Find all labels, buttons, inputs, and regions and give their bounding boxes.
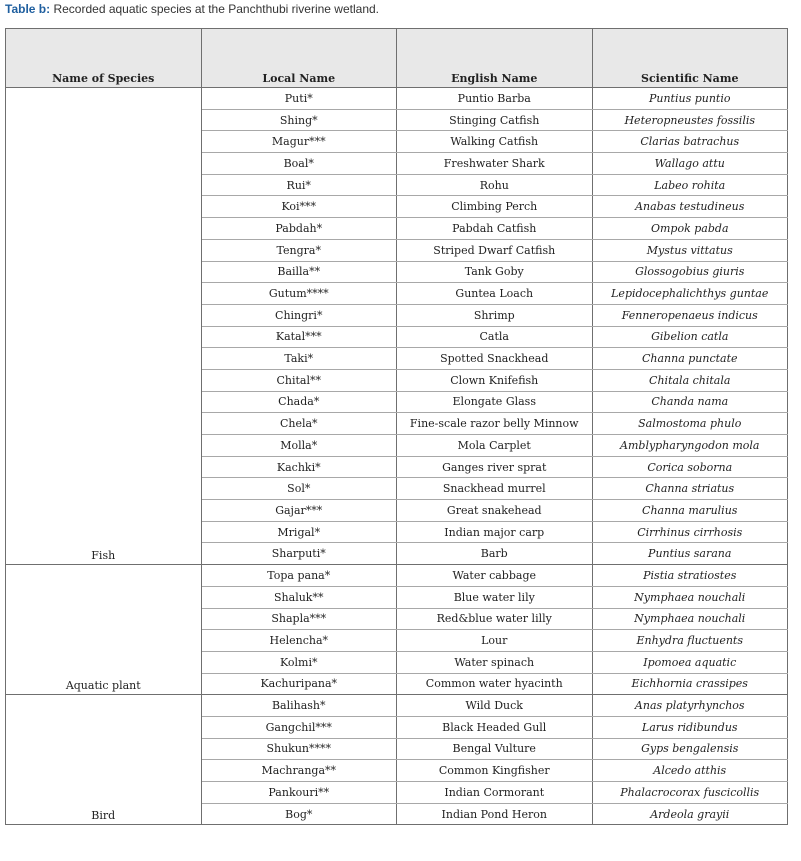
local-name-cell: Gajar***	[201, 500, 397, 522]
local-name-cell: Molla*	[201, 435, 397, 457]
english-name-cell: Tank Goby	[397, 261, 593, 283]
species-group-cell: Bird	[6, 695, 202, 825]
local-name-cell: Shing*	[201, 109, 397, 131]
table-row	[6, 565, 788, 587]
scientific-name-cell: Alcedo atthis	[592, 760, 788, 782]
scientific-name-cell: Gibelion catla	[592, 326, 788, 348]
english-name-cell: Elongate Glass	[397, 391, 593, 413]
english-name-cell: Snackhead murrel	[397, 478, 593, 500]
english-name-cell: Pabdah Catfish	[397, 218, 593, 240]
scientific-name-cell: Channa striatus	[592, 478, 788, 500]
english-name-cell: Striped Dwarf Catfish	[397, 239, 593, 261]
english-name-cell: Bengal Vulture	[397, 738, 593, 760]
local-name-cell: Tengra*	[201, 239, 397, 261]
scientific-name-cell: Puntius sarana	[592, 543, 788, 565]
scientific-name-cell: Eichhornia crassipes	[592, 673, 788, 695]
english-name-cell: Freshwater Shark	[397, 153, 593, 175]
english-name-cell: Barb	[397, 543, 593, 565]
scientific-name-cell: Puntius puntio	[592, 88, 788, 110]
english-name-cell: Water cabbage	[397, 565, 593, 587]
local-name-cell: Gangchil***	[201, 716, 397, 738]
scientific-name-cell: Phalacrocorax fuscicollis	[592, 782, 788, 804]
table-caption-text: Recorded aquatic species at the Panchthubi riverine wetland.	[53, 2, 379, 16]
english-name-cell: Black Headed Gull	[397, 716, 593, 738]
english-name-cell: Fine-scale razor belly Minnow	[397, 413, 593, 435]
local-name-cell: Chada*	[201, 391, 397, 413]
local-name-cell: Kolmi*	[201, 651, 397, 673]
english-name-cell: Catla	[397, 326, 593, 348]
scientific-name-cell: Anabas testudineus	[592, 196, 788, 218]
scientific-name-cell: Salmostoma phulo	[592, 413, 788, 435]
local-name-cell: Gutum****	[201, 283, 397, 305]
english-name-cell: Ganges river sprat	[397, 456, 593, 478]
local-name-cell: Magur***	[201, 131, 397, 153]
species-table	[5, 28, 788, 825]
species-group-cell: Aquatic plant	[6, 565, 202, 695]
english-name-cell: Guntea Loach	[397, 283, 593, 305]
local-name-cell: Sol*	[201, 478, 397, 500]
scientific-name-cell: Wallago attu	[592, 153, 788, 175]
scientific-name-cell: Chanda nama	[592, 391, 788, 413]
scientific-name-cell: Ipomoea aquatic	[592, 651, 788, 673]
local-name-cell: Shukun****	[201, 738, 397, 760]
english-name-cell: Clown Knifefish	[397, 369, 593, 391]
local-name-cell: Pankouri**	[201, 782, 397, 804]
table-caption	[5, 2, 379, 16]
english-name-cell: Great snakehead	[397, 500, 593, 522]
local-name-cell: Pabdah*	[201, 218, 397, 240]
english-name-cell: Blue water lily	[397, 586, 593, 608]
table-body	[6, 88, 788, 825]
scientific-name-cell: Chitala chitala	[592, 369, 788, 391]
local-name-cell: Puti*	[201, 88, 397, 110]
header-name-of-species: Name of Species	[6, 29, 202, 88]
scientific-name-cell: Enhydra fluctuents	[592, 630, 788, 652]
table-header-row	[6, 29, 788, 88]
header-scientific-name: Scientific Name	[592, 29, 788, 88]
english-name-cell: Stinging Catfish	[397, 109, 593, 131]
scientific-name-cell: Amblypharyngodon mola	[592, 435, 788, 457]
scientific-name-cell: Larus ridibundus	[592, 716, 788, 738]
local-name-cell: Koi***	[201, 196, 397, 218]
local-name-cell: Kachuripana*	[201, 673, 397, 695]
english-name-cell: Mola Carplet	[397, 435, 593, 457]
table-caption-label: Table b:	[5, 2, 51, 16]
local-name-cell: Shapla***	[201, 608, 397, 630]
scientific-name-cell: Ompok pabda	[592, 218, 788, 240]
english-name-cell: Water spinach	[397, 651, 593, 673]
header-local-name: Local Name	[201, 29, 397, 88]
english-name-cell: Wild Duck	[397, 695, 593, 717]
scientific-name-cell: Fenneropenaeus indicus	[592, 304, 788, 326]
scientific-name-cell: Corica soborna	[592, 456, 788, 478]
local-name-cell: Boal*	[201, 153, 397, 175]
scientific-name-cell: Glossogobius giuris	[592, 261, 788, 283]
local-name-cell: Machranga**	[201, 760, 397, 782]
english-name-cell: Indian Cormorant	[397, 782, 593, 804]
english-name-cell: Shrimp	[397, 304, 593, 326]
scientific-name-cell: Nymphaea nouchali	[592, 608, 788, 630]
english-name-cell: Walking Catfish	[397, 131, 593, 153]
scientific-name-cell: Channa marulius	[592, 500, 788, 522]
scientific-name-cell: Ardeola grayii	[592, 803, 788, 825]
scientific-name-cell: Mystus vittatus	[592, 239, 788, 261]
english-name-cell: Climbing Perch	[397, 196, 593, 218]
local-name-cell: Sharputi*	[201, 543, 397, 565]
scientific-name-cell: Anas platyrhynchos	[592, 695, 788, 717]
local-name-cell: Rui*	[201, 174, 397, 196]
local-name-cell: Taki*	[201, 348, 397, 370]
header-english-name: English Name	[397, 29, 593, 88]
scientific-name-cell: Labeo rohita	[592, 174, 788, 196]
local-name-cell: Chela*	[201, 413, 397, 435]
local-name-cell: Chital**	[201, 369, 397, 391]
local-name-cell: Helencha*	[201, 630, 397, 652]
species-group-cell: Fish	[6, 88, 202, 565]
table-row	[6, 88, 788, 110]
local-name-cell: Kachki*	[201, 456, 397, 478]
english-name-cell: Indian Pond Heron	[397, 803, 593, 825]
english-name-cell: Red&blue water lilly	[397, 608, 593, 630]
english-name-cell: Lour	[397, 630, 593, 652]
scientific-name-cell: Nymphaea nouchali	[592, 586, 788, 608]
local-name-cell: Bailla**	[201, 261, 397, 283]
english-name-cell: Puntio Barba	[397, 88, 593, 110]
english-name-cell: Spotted Snackhead	[397, 348, 593, 370]
scientific-name-cell: Lepidocephalichthys guntae	[592, 283, 788, 305]
local-name-cell: Katal***	[201, 326, 397, 348]
scientific-name-cell: Channa punctate	[592, 348, 788, 370]
table-row	[6, 695, 788, 717]
english-name-cell: Common water hyacinth	[397, 673, 593, 695]
local-name-cell: Chingri*	[201, 304, 397, 326]
scientific-name-cell: Gyps bengalensis	[592, 738, 788, 760]
local-name-cell: Bog*	[201, 803, 397, 825]
local-name-cell: Balihash*	[201, 695, 397, 717]
scientific-name-cell: Pistia stratiostes	[592, 565, 788, 587]
english-name-cell: Common Kingfisher	[397, 760, 593, 782]
english-name-cell: Rohu	[397, 174, 593, 196]
scientific-name-cell: Cirrhinus cirrhosis	[592, 521, 788, 543]
scientific-name-cell: Clarias batrachus	[592, 131, 788, 153]
english-name-cell: Indian major carp	[397, 521, 593, 543]
local-name-cell: Shaluk**	[201, 586, 397, 608]
local-name-cell: Mrigal*	[201, 521, 397, 543]
local-name-cell: Topa pana*	[201, 565, 397, 587]
scientific-name-cell: Heteropneustes fossilis	[592, 109, 788, 131]
